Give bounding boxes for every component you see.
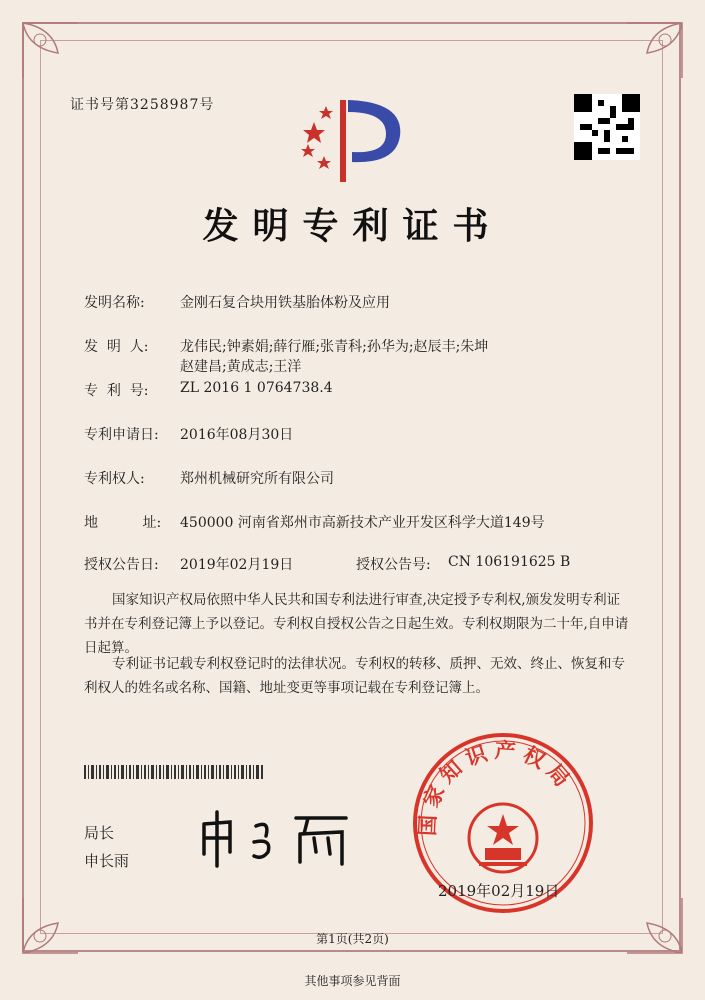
page-indicator: 第1页(共2页) [316,932,389,946]
patentee-label: 专利权人: [84,471,145,487]
invention-name: 金刚石复合块用铁基胎体粉及应用 [180,295,390,311]
statement-paragraph-2: 专利证书记载专利权登记时的法律状况。专利权的转移、质押、无效、终止、恢复和专利权人的姓名或名称、国籍、地址变更等事项记载在专利登记簿上。 [84,656,625,696]
footer-note: 其他事项参见背面 [304,974,401,988]
statement-paragraph-1: 国家知识产权局依照中华人民共和国专利法进行审查,决定授予专利权,颁发发明专利证书并在专利登记簿上予以登记。专利权自授权公告之日起生效。专利权期限为二十年,自申请日起算。 [84,592,629,656]
svg-text:国家知识产权局: 国家知识产权局 [415,738,579,837]
inventor-label: 发 明 人: [84,339,149,355]
address-label: 地 址: [84,515,162,531]
inventors-line1: 龙伟民;钟素娟;薛行雁;张青科;孙华为;赵辰丰;朱坤 [180,339,489,355]
qr-code-icon [574,94,640,160]
signatory-role: 局长 [84,824,115,842]
corner-ornament-icon [617,18,687,88]
grant-date: 2019年02月19日 [180,557,294,573]
signatory-name: 申长雨 [84,852,130,870]
inventors-line2: 赵建昌;黄成志;王洋 [180,359,302,375]
grant-number: CN 106191625 B [448,554,571,570]
handwritten-signature-icon [196,808,356,870]
corner-ornament-icon [18,18,88,88]
patentee: 郑州机械研究所有限公司 [180,471,334,487]
patent-number: ZL 2016 1 0764738.4 [180,380,333,396]
page-title: 发明专利证书 [202,205,503,247]
corner-ornament-icon [617,888,687,958]
grant-number-label: 授权公告号: [356,557,431,573]
grant-date-label: 授权公告日: [84,557,159,573]
patent-number-label: 专 利 号: [84,383,149,399]
apply-date-label: 专利申请日: [84,427,159,443]
corner-ornament-icon [18,888,88,958]
barcode-icon [84,765,264,779]
patent-office-logo-icon [296,92,408,184]
invention-name-label: 发明名称: [84,295,145,311]
address: 450000 河南省郑州市高新技术产业开发区科学大道149号 [180,515,545,531]
seal-date: 2019年02月19日 [438,882,560,900]
apply-date: 2016年08月30日 [180,427,294,443]
certificate-number: 证书号第3258987号 [70,97,215,113]
